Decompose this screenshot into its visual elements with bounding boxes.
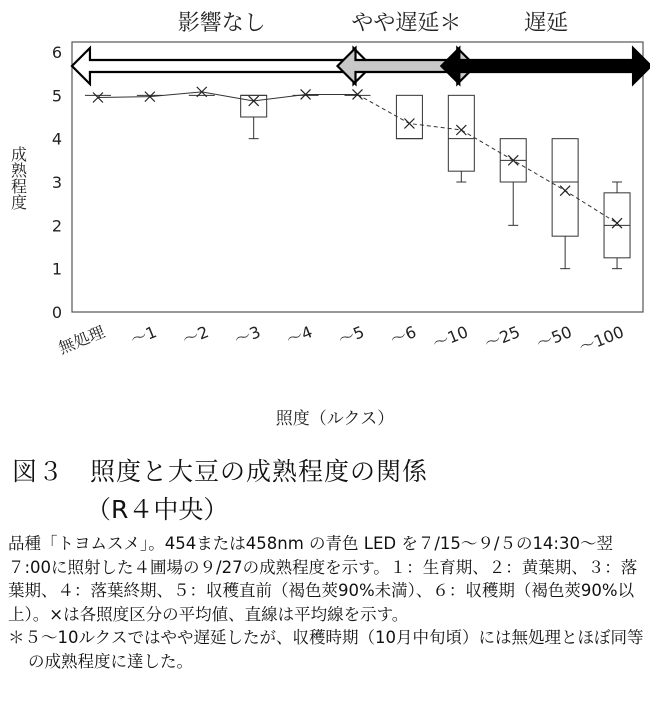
caption-main: 品種「トヨムスメ」。454または458nm の青色 LED を７/15〜９/５の14:30〜翌７:00に照射した４圃場の９/27の成熟程度を示す。１：生育期、２：黄葉期、３：落葉期、４：落葉終期、５：収穫直前（褐色莢90%未満）、６：収穫期（褐色莢90%以上）。×は各照度区分の平均値、直線は平均線を示す。 — [8, 534, 638, 624]
x-tick-label: 〜4 — [283, 322, 316, 350]
y-axis-label: 成熟程度 — [8, 146, 28, 210]
x-tick-label: 〜3 — [231, 322, 264, 350]
x-tick-label: 〜25 — [481, 322, 523, 354]
mean-marker — [404, 119, 414, 129]
figure-subtitle: （R４中央） — [86, 495, 229, 524]
x-tick-label: 〜2 — [179, 322, 212, 350]
x-tick-label: 無処理 — [55, 322, 108, 358]
box — [241, 95, 267, 117]
x-tick-label: 〜100 — [576, 322, 627, 358]
band-arrow — [72, 48, 372, 84]
plot-frame — [72, 42, 643, 312]
box — [396, 95, 422, 138]
y-tick-label: 2 — [51, 216, 62, 236]
x-axis-label: 照度（ルクス） — [275, 409, 395, 429]
y-tick-label: 0 — [51, 303, 62, 322]
y-tick-label: 1 — [51, 259, 62, 279]
x-tick-label: 〜1 — [127, 322, 160, 350]
y-tick-label: 4 — [51, 129, 62, 149]
mean-marker — [560, 186, 570, 196]
band-label: やや遅延＊ — [351, 11, 462, 36]
band-arrow — [441, 48, 650, 84]
box — [552, 139, 578, 237]
x-tick-label: 〜10 — [429, 322, 471, 354]
x-tick-label: 〜5 — [335, 322, 367, 350]
y-tick-label: 3 — [51, 173, 62, 192]
x-tick-label: 〜6 — [387, 322, 419, 350]
mean-marker — [612, 218, 622, 228]
caption — [8, 532, 644, 673]
y-tick-label: 5 — [51, 86, 62, 106]
caption-note: ＊５〜10ルクスではやや遅延したが、収穫時期（10月中旬頃）には無処理とほぼ同等の成熟程度に達した。 — [8, 628, 644, 671]
band-label: 影響なし — [177, 11, 266, 36]
x-tick-label: 〜50 — [533, 322, 575, 354]
mean-line — [98, 92, 358, 101]
box — [448, 95, 474, 171]
band-label: 遅延 — [524, 11, 569, 36]
figure-title: 図３ 照度と大豆の成熟程度の関係 — [12, 457, 429, 486]
y-tick-label: 6 — [51, 43, 62, 62]
